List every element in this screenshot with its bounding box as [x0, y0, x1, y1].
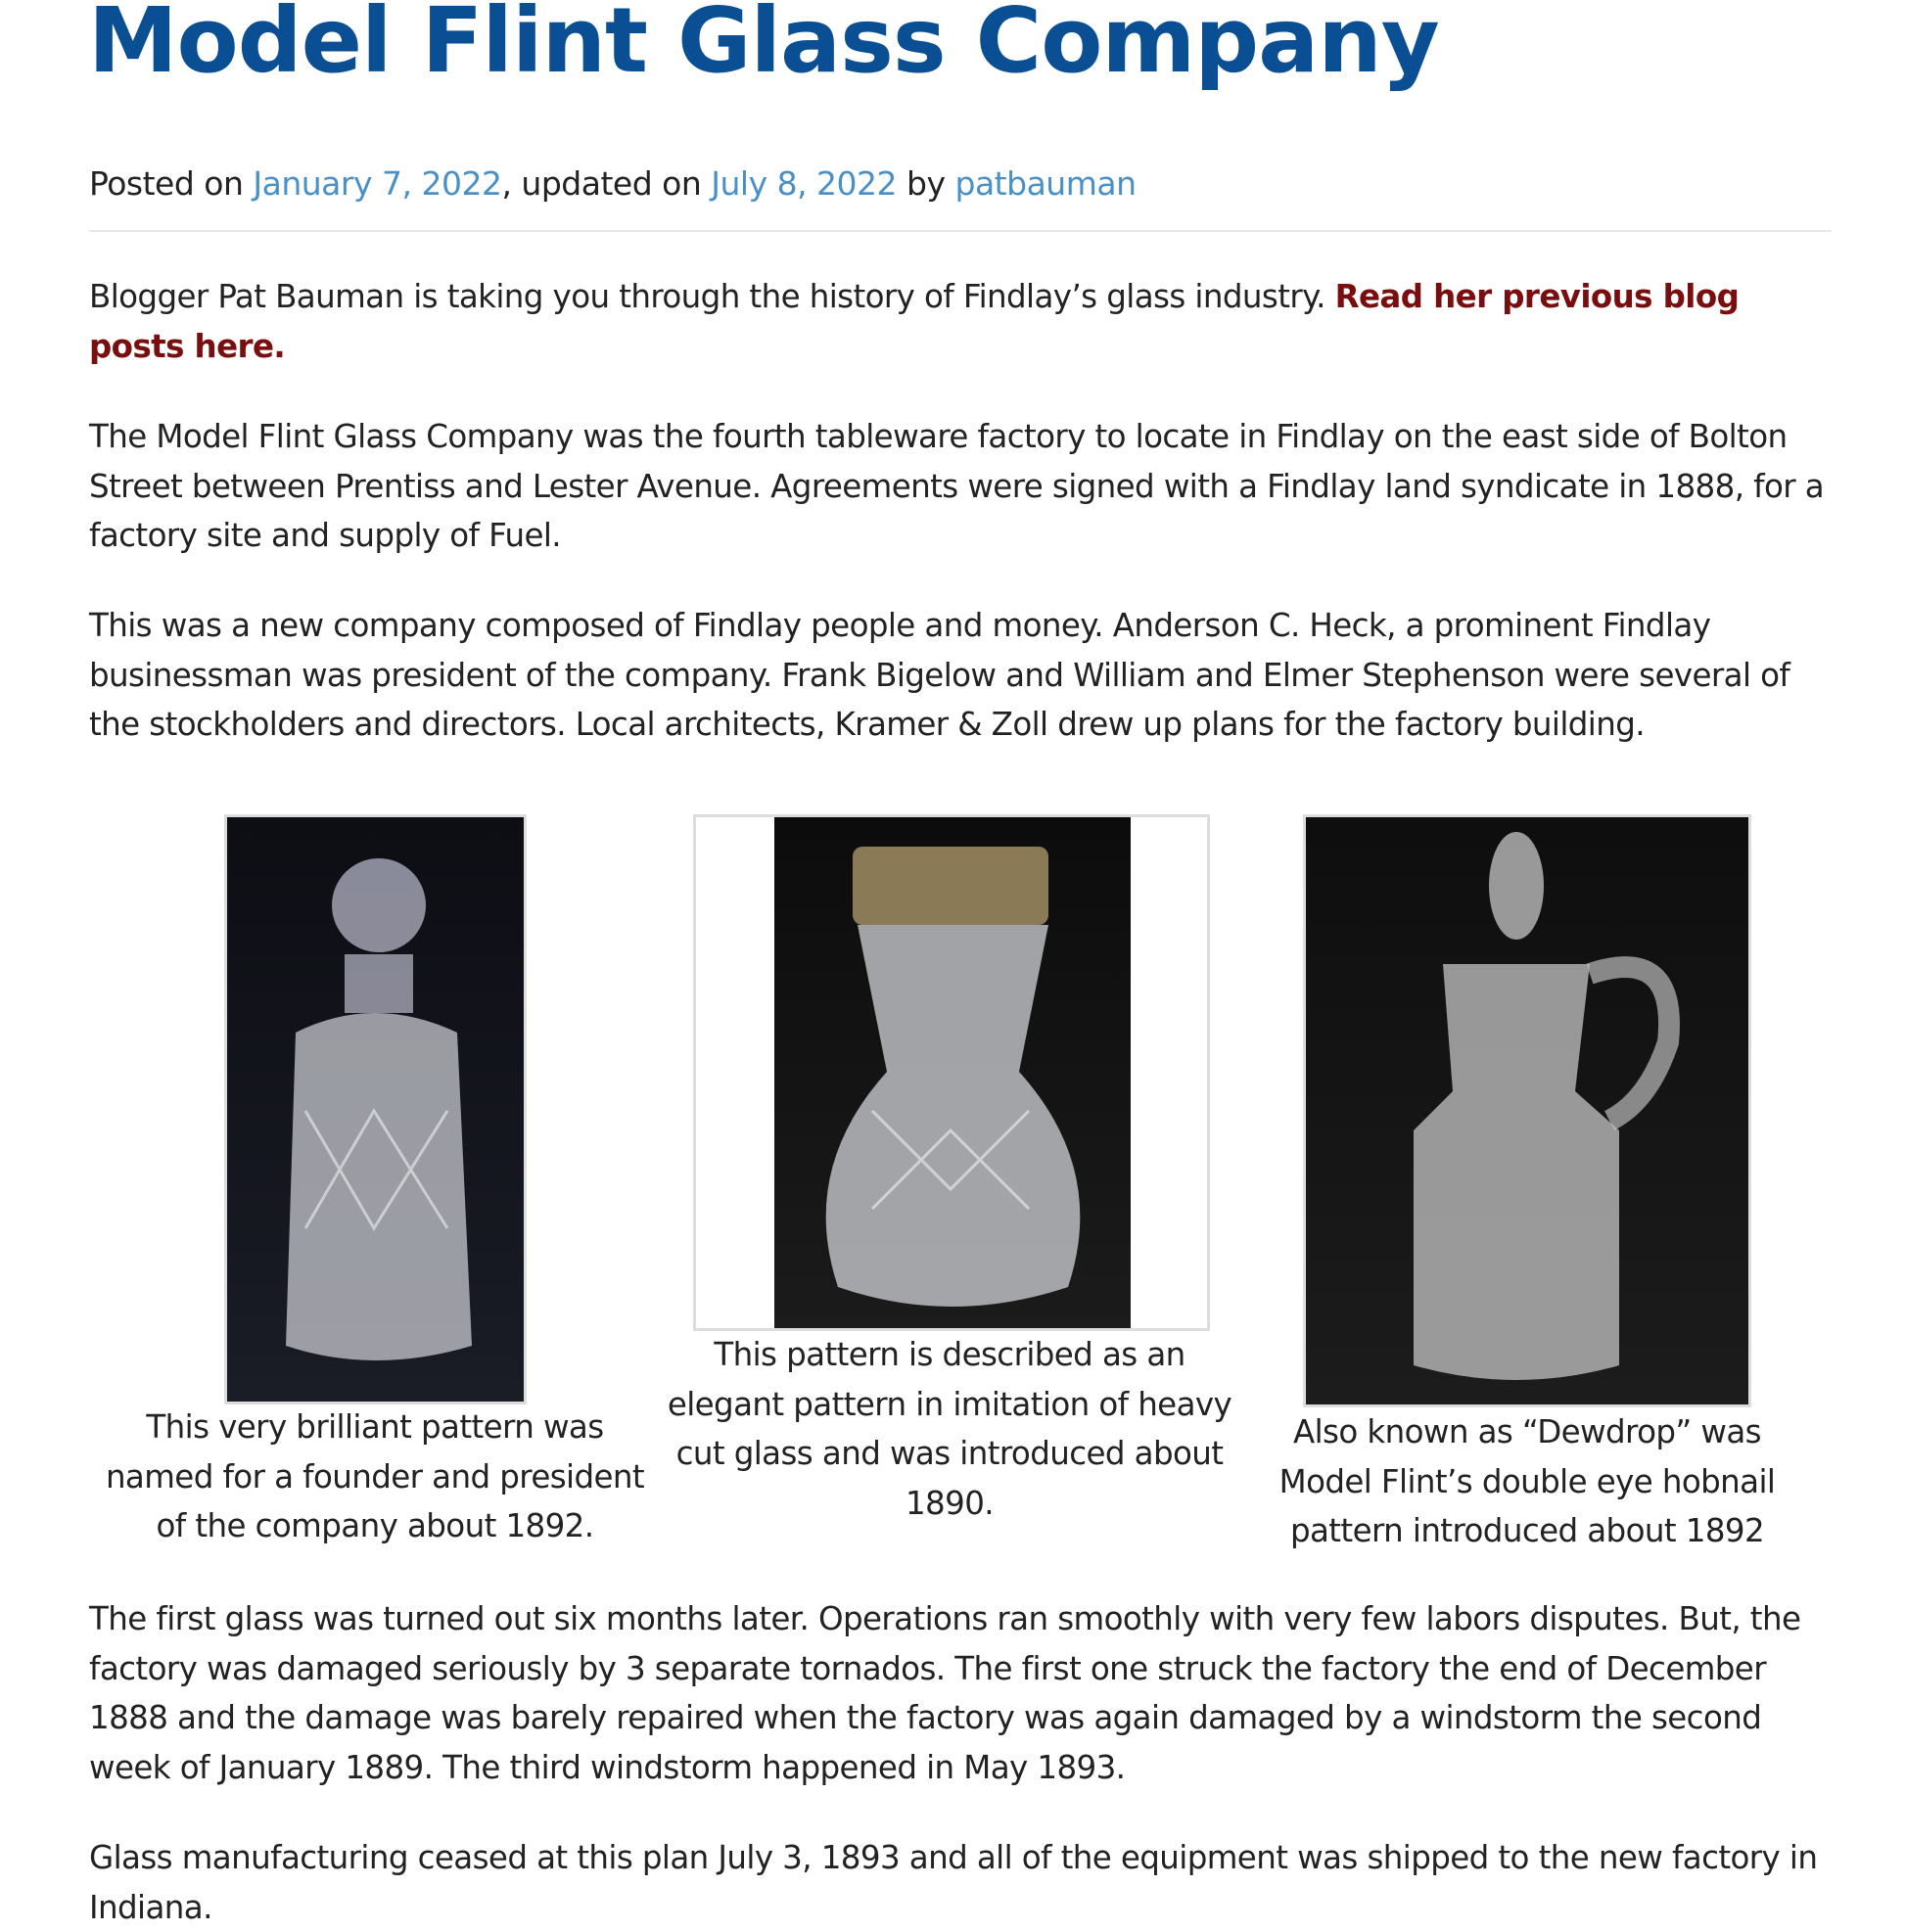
paragraph-3: The first glass was turned out six months later. Operations ran smoothly with very few labors disputes. But, the factory was damaged seriously by 3 separate tornados. The first one struck the factory the end of December 1888 and the damage was barely repaired when the factory was again damaged by a windstorm the second week of January 1889. The third windstorm happened in May 1893.	[89, 1600, 1801, 1786]
posted-label: Posted on	[89, 164, 254, 203]
glass-shaker-image	[774, 817, 1131, 1328]
glass-bottle-image	[227, 817, 524, 1402]
paragraph-4: Glass manufacturing ceased at this plan July 3, 1893 and all of the equipment was shipped to the new factory in Indiana.	[89, 1839, 1818, 1926]
paragraph-2: This was a new company composed of Findlay people and money. Anderson C. Heck, a prominent Findlay businessman was president of the company. Frank Bigelow and William and Elmer Stephenson were several of the stockholders and directors. Local architects, Kramer & Zoll drew up plans for the factory building.	[89, 607, 1790, 743]
by-label: by	[897, 164, 955, 203]
paragraph-1: The Model Flint Glass Company was the fourth tableware factory to locate in Findlay on the east side of Bolton Street between Prentiss and Lester Avenue. Agreements were signed with a Findlay land syndicate in 1888, for a factory site and supply of Fuel.	[89, 418, 1825, 554]
divider	[89, 230, 1832, 232]
page-title: Model Flint Glass Company	[88, 0, 1439, 93]
glass-cruet-image	[1306, 817, 1748, 1404]
figure-2-image	[693, 814, 1210, 1331]
updated-date-link[interactable]: July 8, 2022	[711, 164, 898, 203]
updated-label: , updated on	[501, 164, 712, 203]
intro-paragraph	[89, 272, 1841, 371]
figure-3-caption: Also known as “Dewdrop” was Model Flint’s double eye hobnail pattern introduced about 1892	[1278, 1413, 1776, 1549]
previous-posts-link[interactable]: Read her previous blog posts here.	[89, 278, 1740, 365]
posted-date-link[interactable]: January 7, 2022	[253, 164, 502, 203]
intro-text: Blogger Pat Bauman is taking you through the history of Findlay’s glass industry.	[89, 278, 1335, 315]
figure-2-caption: This pattern is described as an elegant pattern in imitation of heavy cut glass and was introduced about 1890.	[667, 1336, 1232, 1522]
post-meta	[89, 164, 1137, 203]
figure-1-image	[224, 814, 527, 1404]
figure-1-caption: This very brilliant pattern was named for a founder and president of the company about 1892.	[105, 1408, 645, 1544]
author-link[interactable]: patbauman	[954, 164, 1137, 203]
figure-3-image	[1303, 814, 1751, 1407]
